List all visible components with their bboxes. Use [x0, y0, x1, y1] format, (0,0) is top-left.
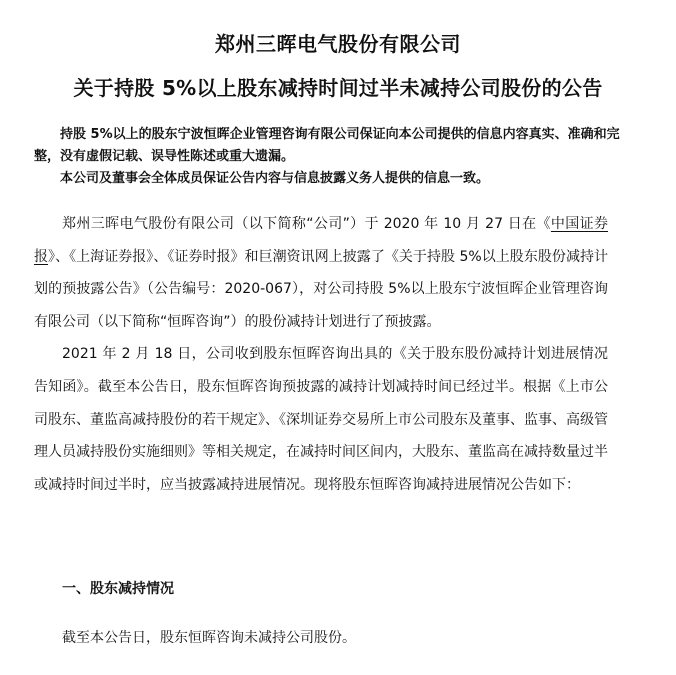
- paragraph-1-end: 》、《上海证券报》、《证券时报》和巨潮资讯网上披露了《关于持股 5%以上股东股份减持计划的预披露公告》（公告编号：2020-067），对公司持股 5%以上股东宁波恒晖企业管理咨询有限公司（以下简称“恒晖咨询”）的股份减持计划进行了预披露。: [34, 248, 609, 330]
- disclaimer-line-2: 本公司及董事会全体成员保证公告内容与信息披露义务人提供的信息一致。: [60, 171, 490, 186]
- newspaper-link[interactable]: 中国证券报: [34, 216, 609, 265]
- company-name: 郑州三晖电气股份有限公司: [215, 32, 461, 56]
- paragraph-2: 2021 年 2 月 18 日，公司收到股东恒晖咨询出具的《关于股东股份减持计划进展情况告知函》。截至本公告日，股东恒晖咨询预披露的减持计划减持时间已经过半。根据《上市公司股东、董监高减持股份的若干规定》、《深圳证券交易所上市公司股东及董事、监事、高级管理人员减持股份实施细则》等相关规定，在减持时间区间内，大股东、董监高在减持数量过半或减持时间过半时，应当披露减持进展情况。现将股东恒晖咨询减持进展情况公告如下：: [34, 346, 608, 493]
- disclaimer-line-1: 持股 5%以上的股东宁波恒晖企业管理咨询有限公司保证向本公司提供的信息内容真实、准确和完整，没有虚假记载、误导性陈述或重大遗漏。: [34, 127, 620, 164]
- section-1-heading: 一、股东减持情况: [62, 581, 174, 597]
- paragraph-1: [34, 208, 608, 338]
- section-1-body: 截至本公告日，股东恒晖咨询未减持公司股份。: [62, 630, 356, 646]
- disclaimer-block: [34, 124, 638, 190]
- announcement-title: 关于持股 5%以上股东减持时间过半未减持公司股份的公告: [73, 76, 603, 100]
- paragraph-1-start: 郑州三晖电气股份有限公司（以下简称“公司”）于 2020 年 10 月 27 日在《: [62, 216, 551, 232]
- body-text: [34, 208, 608, 501]
